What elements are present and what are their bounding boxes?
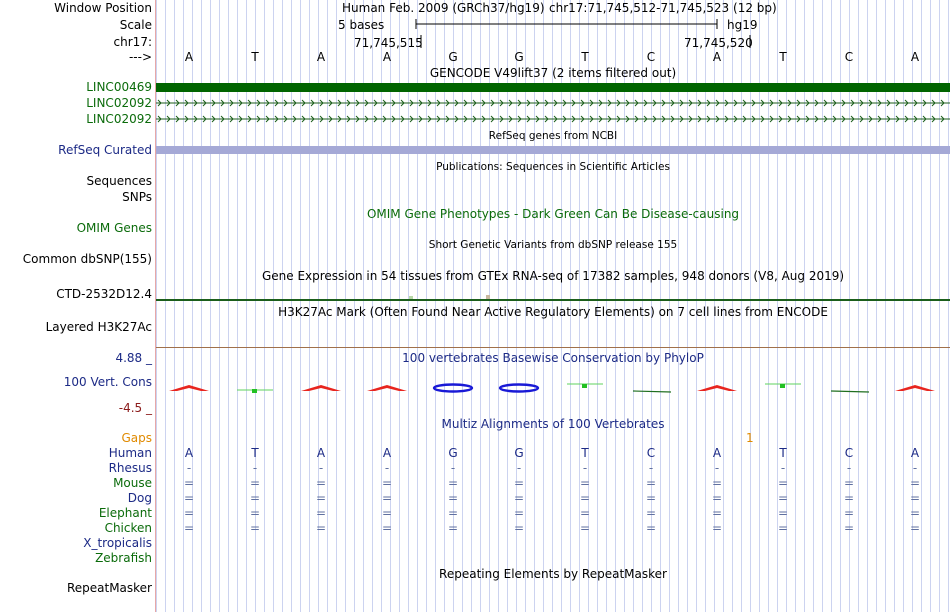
phylop-glyph-t xyxy=(582,384,587,388)
base-letter: G xyxy=(448,50,458,64)
alignment-cell: = xyxy=(381,506,393,520)
refseq-track-title: RefSeq genes from NCBI xyxy=(488,130,618,142)
scale-label: Scale xyxy=(119,18,152,32)
alignment-cell: = xyxy=(909,506,921,520)
snps-label[interactable]: SNPs xyxy=(122,190,152,204)
alignment-cell: = xyxy=(183,476,195,490)
gaps-label[interactable]: Gaps xyxy=(121,431,152,445)
scale-bar-text: 5 bases xyxy=(338,18,385,32)
alignment-cell: = xyxy=(711,491,723,505)
alignment-cell: = xyxy=(645,491,657,505)
alignment-cell: = xyxy=(381,491,393,505)
assembly-title: Human Feb. 2009 (GRCh37/hg19) xyxy=(342,1,545,15)
alignment-cell: = xyxy=(909,491,921,505)
alignment-cell: = xyxy=(447,476,459,490)
base-letter: A xyxy=(910,50,920,64)
alignment-cell: T xyxy=(779,446,787,460)
phylop-glyph-a xyxy=(169,385,209,391)
alignment-cell: = xyxy=(447,521,459,535)
species-label-rhesus[interactable]: Rhesus xyxy=(108,461,152,475)
alignment-cell: T xyxy=(251,446,259,460)
refseq-label[interactable]: RefSeq Curated xyxy=(58,143,152,157)
species-label-x_tropicalis[interactable]: X_tropicalis xyxy=(83,536,152,550)
alignment-cell: = xyxy=(909,521,921,535)
alignment-cell: = xyxy=(579,506,591,520)
h3k27ac-track-title: H3K27Ac Mark (Often Found Near Active Regulatory Elements) on 7 cell lines from ENCODE xyxy=(278,305,828,319)
alignment-cell: = xyxy=(381,476,393,490)
alignment-cell: A xyxy=(910,446,920,460)
refseq-feature[interactable] xyxy=(156,146,950,154)
position-readout: chr17:71,745,512-71,745,523 (12 bp) xyxy=(549,1,777,15)
base-letter: A xyxy=(382,50,392,64)
sequences-label[interactable]: Sequences xyxy=(86,174,152,188)
alignment-cell: = xyxy=(579,521,591,535)
gencode-track-title: GENCODE V49lift37 (2 items filtered out) xyxy=(429,66,677,80)
base-letter: A xyxy=(712,50,722,64)
alignment-cell: = xyxy=(183,521,195,535)
alignment-cell: = xyxy=(183,506,195,520)
alignment-cell: = xyxy=(447,491,459,505)
species-label-zebrafish[interactable]: Zebrafish xyxy=(95,551,152,565)
phylop-glyph-a xyxy=(697,385,737,391)
phylop-logo xyxy=(156,376,950,400)
gtex-label[interactable]: CTD-2532D12.4 xyxy=(56,287,152,301)
phylop-glyph-g xyxy=(500,385,538,392)
alignment-cell: - xyxy=(252,461,258,475)
alignment-cell: = xyxy=(315,476,327,490)
alignment-cell: = xyxy=(777,521,789,535)
alignment-cell: = xyxy=(777,491,789,505)
strand-label: ---> xyxy=(128,50,152,64)
phylop-glyph-a xyxy=(895,385,935,391)
phylop-label[interactable]: 100 Vert. Cons xyxy=(63,375,152,389)
dbsnp-track-title: Short Genetic Variants from dbSNP release 155 xyxy=(428,239,678,251)
alignment-cell: = xyxy=(249,476,261,490)
alignment-cell: = xyxy=(513,521,525,535)
omim-label[interactable]: OMIM Genes xyxy=(76,221,152,235)
phylop-glyph-t xyxy=(252,389,257,393)
phylop-glyph-c xyxy=(633,391,671,392)
alignment-cell: = xyxy=(513,506,525,520)
repeatmasker-label[interactable]: RepeatMasker xyxy=(66,581,152,595)
alignment-cell: = xyxy=(249,491,261,505)
alignment-cell: = xyxy=(579,491,591,505)
gtex-track-title: Gene Expression in 54 tissues from GTEx RNA-seq of 17382 samples, 948 donors (V8, Aug 2019) xyxy=(261,269,845,283)
phylop-glyph-t xyxy=(780,384,785,388)
base-letter: T xyxy=(779,50,787,64)
coord-left: 71,745,515 xyxy=(354,36,423,50)
alignment-cell: = xyxy=(579,476,591,490)
alignment-cell: = xyxy=(645,506,657,520)
phylop-glyph-g xyxy=(434,385,472,392)
scale-db: hg19 xyxy=(727,18,758,32)
phylop-glyph-a xyxy=(301,385,341,391)
h3k27ac-baseline xyxy=(156,347,950,348)
alignment-cell: = xyxy=(513,476,525,490)
alignment-cell: - xyxy=(384,461,390,475)
alignment-cell: G xyxy=(514,446,524,460)
alignment-cell: = xyxy=(381,521,393,535)
alignment-cell: = xyxy=(183,491,195,505)
alignment-cell: = xyxy=(513,491,525,505)
alignment-cell: A xyxy=(316,446,326,460)
alignment-cell: = xyxy=(843,491,855,505)
publications-track-title: Publications: Sequences in Scientific Articles xyxy=(436,161,670,173)
alignment-cell: = xyxy=(711,476,723,490)
gtex-tissue-mark xyxy=(486,295,490,299)
gtex-feature[interactable] xyxy=(156,299,950,301)
alignment-cell: = xyxy=(711,506,723,520)
gencode-feature-linc02092[interactable] xyxy=(156,96,950,126)
phylop-track-title: 100 vertebrates Basewise Conservation by PhyloP xyxy=(402,351,704,365)
omim-track-title: OMIM Gene Phenotypes - Dark Green Can Be Disease-causing xyxy=(366,207,740,221)
gencode-label-linc02092-1[interactable]: LINC02092 xyxy=(86,96,152,110)
alignment-cell: - xyxy=(450,461,456,475)
alignment-cell: = xyxy=(843,476,855,490)
alignment-cell: - xyxy=(780,461,786,475)
chrom-label: chr17: xyxy=(113,35,152,49)
alignment-cell: = xyxy=(315,491,327,505)
gap-count: 1 xyxy=(746,431,754,445)
alignment-cell: = xyxy=(249,521,261,535)
phylop-glyph-c xyxy=(831,391,869,392)
alignment-cell: = xyxy=(447,506,459,520)
alignment-cell: C xyxy=(646,446,656,460)
species-label-human[interactable]: Human xyxy=(108,446,152,460)
alignment-cell: - xyxy=(648,461,654,475)
phylop-min-label: -4.5 _ xyxy=(118,401,152,415)
dbsnp-label[interactable]: Common dbSNP(155) xyxy=(22,252,152,266)
alignment-cell: A xyxy=(382,446,392,460)
alignment-cell: A xyxy=(184,446,194,460)
alignment-cell: - xyxy=(846,461,852,475)
alignment-cell: G xyxy=(448,446,458,460)
species-label-elephant[interactable]: Elephant xyxy=(98,506,152,520)
gtex-tissue-mark xyxy=(409,296,413,299)
base-letter: C xyxy=(844,50,854,64)
phylop-max-label: 4.88 _ xyxy=(115,351,152,365)
alignment-cell: = xyxy=(777,476,789,490)
alignment-cell: A xyxy=(712,446,722,460)
coord-right: 71,745,520 xyxy=(684,36,753,50)
gencode-label-linc02092-2[interactable]: LINC02092 xyxy=(86,112,152,126)
alignment-cell: - xyxy=(516,461,522,475)
alignment-cell: - xyxy=(186,461,192,475)
base-letter: A xyxy=(184,50,194,64)
alignment-cell: = xyxy=(249,506,261,520)
alignment-cell: = xyxy=(315,506,327,520)
alignment-cell: C xyxy=(844,446,854,460)
species-label-dog[interactable]: Dog xyxy=(127,491,152,505)
base-letter: T xyxy=(581,50,589,64)
alignment-cell: = xyxy=(645,521,657,535)
base-letter: G xyxy=(514,50,524,64)
phylop-glyph-a xyxy=(367,385,407,391)
window-position-label: Window Position xyxy=(54,1,152,15)
gencode-feature-linc00469[interactable] xyxy=(156,83,950,92)
alignment-cell: - xyxy=(912,461,918,475)
alignment-cell: - xyxy=(714,461,720,475)
alignment-cell: - xyxy=(582,461,588,475)
alignment-cell: = xyxy=(645,476,657,490)
alignment-cell: = xyxy=(843,521,855,535)
base-letter: A xyxy=(316,50,326,64)
alignment-cell: T xyxy=(581,446,589,460)
multiz-track-title: Multiz Alignments of 100 Vertebrates xyxy=(441,417,665,431)
species-label-chicken[interactable]: Chicken xyxy=(104,521,152,535)
base-letter: T xyxy=(251,50,259,64)
alignment-cell: - xyxy=(318,461,324,475)
alignment-cell: = xyxy=(909,476,921,490)
alignment-cell: = xyxy=(315,521,327,535)
species-label-mouse[interactable]: Mouse xyxy=(113,476,152,490)
gencode-label-linc00469[interactable]: LINC00469 xyxy=(86,80,152,94)
alignment-cell: = xyxy=(711,521,723,535)
base-letter: C xyxy=(646,50,656,64)
h3k27ac-label[interactable]: Layered H3K27Ac xyxy=(45,320,152,334)
repeatmasker-track-title: Repeating Elements by RepeatMasker xyxy=(439,567,667,581)
alignment-cell: = xyxy=(843,506,855,520)
alignment-cell: = xyxy=(777,506,789,520)
